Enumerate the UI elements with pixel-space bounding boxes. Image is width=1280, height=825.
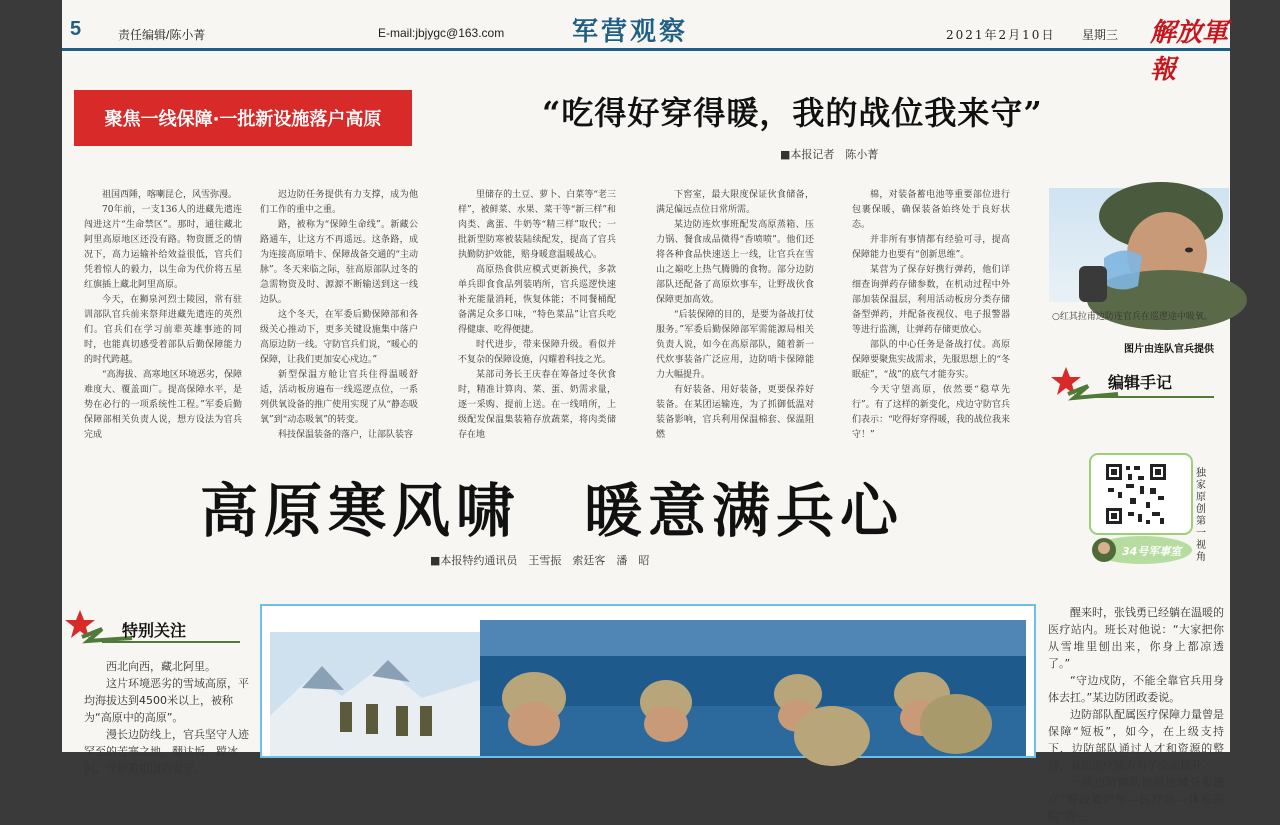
paragraph: 某边防连炊事班配发高原蒸箱、压力锅、餐食成品微得“香喷喷”。他们还将各种食品快速送上一线，让官兵在雪山之巅吃上热气腾腾的食物。部分边防部队还配备了高原炊事车，让野战伙食保障更加高效。 — [656, 220, 814, 305]
paragraph: “后装保障的目的，是要为备战打仗服务。”军委后勤保障部军需能源局相关负责人说，如今在高原部队，随着新一代炊事装备广泛应用，边防哨卡保障能力大幅提升。 — [656, 310, 814, 380]
paragraph: 科技保温装备的落户，让部队装容 — [278, 430, 414, 440]
masthead — [62, 8, 1230, 85]
paragraph: 边防部队配属医疗保障力量曾是保障“短板”，如今，在上级支持下，边防部队通过人才和资源的整合，基层医疗能力有了全面提升。 — [1048, 708, 1224, 772]
paragraph: 一线边防部队按照地域分布建立“野战救护所—医疗站—体系医院”的三 — [1048, 776, 1224, 823]
story2-title: 高原寒风啸 暖意满兵心 — [200, 477, 905, 545]
qr-label: 独家原创第一视角 — [1196, 468, 1206, 563]
paragraph: 今天守望高原，依然要“稳草先行”。有了这样的新变化，戍边守防官兵们表示：“吃得好穿得暖，我的战位我来守！” — [852, 385, 1010, 440]
responsible-editor: 责任编辑/陈小菁 — [118, 28, 206, 42]
story1-column-5 — [852, 188, 1010, 440]
special-focus-header — [62, 604, 242, 644]
soldiers-lake-photo — [262, 606, 1034, 756]
newspaper-page — [62, 0, 1230, 823]
email-address: E-mail:jbjygc@163.com — [378, 26, 505, 40]
story1-column-4 — [656, 188, 814, 440]
paragraph: 这个冬天，在军委后勤保障部和各级关心推动下，更多关键设施集中落户高原边防一线。守防官兵们说，“暖心的保障，让我们更加安心戍边。” — [260, 310, 418, 365]
special-focus-label: 特别关注 — [122, 621, 187, 640]
topic-banner: 聚焦一线保障·一批新设施落户高原 — [74, 90, 412, 146]
paragraph: 某部司务长王庆春在筹备过冬伙食时，精准计算肉、菜、蛋、奶需求量，逐一采购、提前上送。在一线哨所，上级配发保温集装箱存放蔬菜，将肉类储存在地 — [458, 370, 616, 440]
photo-caption: ○红其拉甫边防连官兵在巡逻途中吸氧。 — [1052, 312, 1213, 322]
paragraph: 路，被称为“保障生命线”。新藏公路通车，让这方不再遥远。这条路，成为连接高原哨卡、保障战备交通的“主动脉”。冬天来临之际，驻高原部队过冬的急需物资及时、源源不断输送到这一线边队。 — [260, 220, 418, 305]
story2-byline: ■本报特约通讯员 王雪振 索廷客 潘 昭 — [430, 554, 650, 567]
paragraph: 高原热食供应模式更新换代，多款单兵即食食品列装哨所，官兵巡逻快速补充能量消耗，恢复体能；不同餐桶配备满足众多口味，“特色菜品”让官兵吃得健康、吃得便捷。 — [458, 265, 616, 335]
section-title: 军营观察 — [572, 17, 689, 47]
story1-column-3 — [458, 188, 616, 440]
paragraph: 祖国西陲，喀喇昆仑，风雪弥漫。 — [102, 190, 238, 200]
paragraph: 并非所有事情都有经验可寻，提高保障能力也要有“创新思维”。 — [852, 235, 1010, 260]
paragraph: “守边戍防，不能全靠官兵用身体去扛。”某边防团政委说。 — [1048, 674, 1224, 704]
editor-note-header — [1048, 364, 1216, 400]
paragraph: 有好装备、用好装备，更要保养好装备。在某团运输连，为了抓御低温对装备影响，官兵利用保温棉套、保温阻燃 — [656, 385, 814, 440]
story2-right-text — [1048, 604, 1224, 825]
photo-credit: 图片由连队官兵提供 — [1124, 344, 1214, 355]
story1-column-1 — [84, 188, 242, 440]
paragraph: 迟边防任务提供有力支撑，成为他们工作的重中之重。 — [260, 190, 418, 215]
qr-badge-text: 34号军事室 — [1122, 545, 1182, 558]
paragraph: 部队的中心任务是备战打仗。高原保障要聚焦实战需求，先服思想上的“冬眠症”，“战”的底气才能夯实。 — [852, 340, 1010, 380]
paragraph: “高海拔、高寒地区环境恶劣，保障难度大、覆盖面广。提高保障水平，是势在必行的一项系统性工程。”军委后勤保障部相关负责人说，想方设法为官兵完成 — [84, 370, 242, 440]
paragraph: 时代进步，带来保障升级。看似并不复杂的保障设施，闪耀着科技之光。 — [458, 340, 616, 365]
story2-photo-frame — [260, 604, 1036, 758]
paragraph: 里储存的土豆、萝卜、白菜等“老三样”，被鲜菜、水果、菜干等“新三样”和肉类、禽蛋、牛奶等“精三样”取代；一批新型防寒被装陆续配发，提高了官兵执勤防护效能，赔身暖意温暖战心。 — [458, 190, 616, 260]
issue-date: 2021年2月10日 — [946, 28, 1056, 42]
paragraph: 漫长边防线上，官兵坚守人迹罕至的苦寒之地，翻达坂、蹚冰河，守护着祖国的安宁。 — [84, 728, 249, 775]
soldier-oxygen-photo — [1049, 188, 1229, 302]
paragraph: 今天，在狮泉河烈士陵园，常有驻训部队官兵前来祭拜进藏先遣连的英烈们。官兵们在学习前辈英雄事迹的同时，也能真切感受着部队后勤保障能力的时代跨越。 — [84, 295, 242, 365]
paragraph: 下窖室，最大限度保证伙食储备，满足偏远点位日常所需。 — [656, 190, 814, 215]
paragraph: 醒来时，张钱勇已经躺在温暖的医疗站内。班长对他说：“大家把你从雪堆里刨出来，你身上都凉透了。” — [1048, 606, 1224, 670]
paragraph: 某营为了保存好携行弹药，他们详细查询弹药存储参数，在机动过程中外部加装保温层，利用活动板房分类存储备型弹药，并配备夜视仪、电子报警器等进行监测，让弹药存储更放心。 — [852, 265, 1010, 335]
editor-note-label: 编辑手记 — [1108, 373, 1173, 392]
paragraph: 新型保温方舱让官兵住得温暖舒适，活动板房遍布一线巡逻点位，一系列供氧设备的推广使用实现了从“静态吸氧”到“动态吸氧”的转变。 — [260, 370, 418, 425]
story1-column-2 — [260, 188, 418, 440]
issue-weekday: 星期三 — [1082, 28, 1119, 42]
paragraph: 70年前，一支136人的进藏先遣连闯进这片“生命禁区”。那时，通往藏北阿里高原地区还没有路。物资匮乏的情况下，高力运输补给效益很低，官兵们凭着惊人的毅力，以生命为代价将五星红旗插上藏北阿里高原。 — [84, 205, 242, 290]
newspaper-logo: 解放軍報 — [1150, 18, 1229, 85]
paragraph: 这片环境恶劣的雪域高原，平均海拔达到4500米以上，被称为“高原中的高原”。 — [84, 677, 249, 724]
story1-byline: ■本报记者 陈小菁 — [780, 148, 879, 161]
paragraph: 棉，对装备蓄电池等重要部位进行包裹保暖，确保装备始终处于良好状态。 — [852, 190, 1010, 230]
paragraph: 西北向西，藏北阿里。 — [106, 660, 216, 673]
page-number: 5 — [70, 18, 82, 40]
story2-left-text — [84, 658, 256, 777]
story1-headline: “吃得好穿得暖，我的战位我来守” — [542, 94, 1043, 132]
